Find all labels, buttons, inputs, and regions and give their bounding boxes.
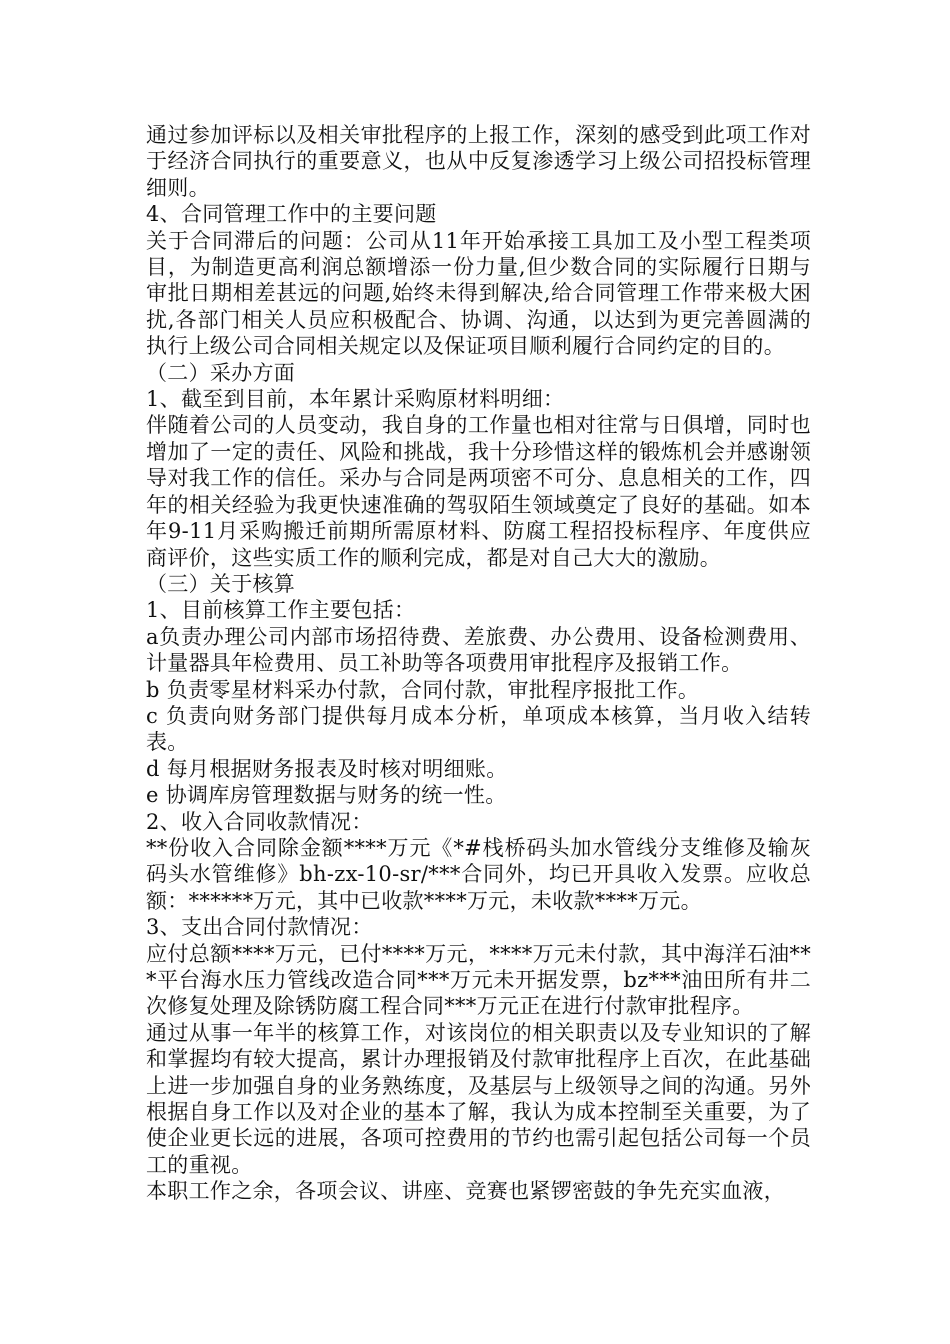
list-item-a: a负责办理公司内部市场招待费、差旅费、办公费用、设备检测费用、计量器具年检费用、员工补助等各项费用审批程序及报销工作。	[146, 624, 811, 676]
list-item-c: c 负责向财务部门提供每月成本分析，单项成本核算，当月收入结转表。	[146, 703, 811, 755]
document-body	[146, 122, 811, 1205]
heading-expense-contracts: 3、支出合同付款情况：	[146, 915, 373, 940]
paragraph-income-contracts: **份收入合同除金额****万元《*#栈桥码头加水管线分支维修及输灰码头水管维修》bh-zx-10-sr/***合同外，均已开具收入发票。应收总额：******万元，其中已收款****万元，未收款****万元。	[146, 835, 811, 913]
heading-accounting-main: 1、目前核算工作主要包括：	[146, 598, 416, 623]
heading-procurement-detail: 1、截至到目前，本年累计采购原材料明细：	[146, 387, 565, 412]
paragraph-accounting-reflection: 通过从事一年半的核算工作，对该岗位的相关职责以及专业知识的了解和掌握均有较大提高，累计办理报销及付款审批程序上百次，在此基础上进一步加强自身的业务熟练度，及基层与上级领导之间的沟通。另外根据自身工作以及对企业的基本了解，我认为成本控制至关重要，为了使企业更长远的进展，各项可控费用的节约也需引起包括公司每一个员工的重视。	[146, 1020, 811, 1177]
list-item-d: d 每月根据财务报表及时核对明细账。	[146, 756, 508, 781]
heading-accounting: （三）关于核算	[146, 571, 296, 596]
paragraph-expense-contracts: 应付总额****万元，已付****万元，****万元未付款，其中海洋石油***平台海水压力管线改造合同***万元未开据发票，bz***油田所有井二次修复处理及除锈防腐工程合同***万元正在进行付款审批程序。	[146, 941, 811, 1019]
list-item-e: e 协调库房管理数据与财务的统一性。	[146, 783, 507, 808]
list-item-b: b 负责零星材料采办付款，合同付款，审批程序报批工作。	[146, 677, 700, 702]
paragraph-procurement-work: 伴随着公司的人员变动，我自身的工作量也相对往常与日俱增，同时也增加了一定的责任、风险和挑战，我十分珍惜这样的锻炼机会并感谢领导对我工作的信任。采办与合同是两项密不可分、息息相关的工作，四年的相关经验为我更快速准确的驾驭陌生领域奠定了良好的基础。如本年9-11月采购搬迁前期所需原材料、防腐工程招投标程序、年度供应商评价，这些实质工作的顺利完成，都是对自己大大的激励。	[146, 413, 811, 570]
paragraph-extra-activities: 本职工作之余，各项会议、讲座、竞赛也紧锣密鼓的争先充实血液，	[146, 1179, 785, 1204]
paragraph-bidding-summary: 通过参加评标以及相关审批程序的上报工作，深刻的感受到此项工作对于经济合同执行的重要意义，也从中反复渗透学习上级公司招投标管理细则。	[146, 123, 811, 200]
heading-contract-issues: 4、合同管理工作中的主要问题	[146, 202, 437, 227]
heading-income-contracts: 2、收入合同收款情况：	[146, 809, 373, 834]
heading-procurement: （二）采办方面	[146, 360, 296, 385]
paragraph-contract-delay: 关于合同滞后的问题：公司从11年开始承接工具加工及小型工程类项目，为制造更高利润总额增添一份力量,但少数合同的实际履行日期与审批日期相差甚远的问题,始终未得到解决,给合同管理工作带来极大困扰,各部门相关人员应积极配合、协调、沟通，以达到为更完善圆满的执行上级公司合同相关规定以及保证项目顺利履行合同约定的目的。	[146, 228, 811, 359]
